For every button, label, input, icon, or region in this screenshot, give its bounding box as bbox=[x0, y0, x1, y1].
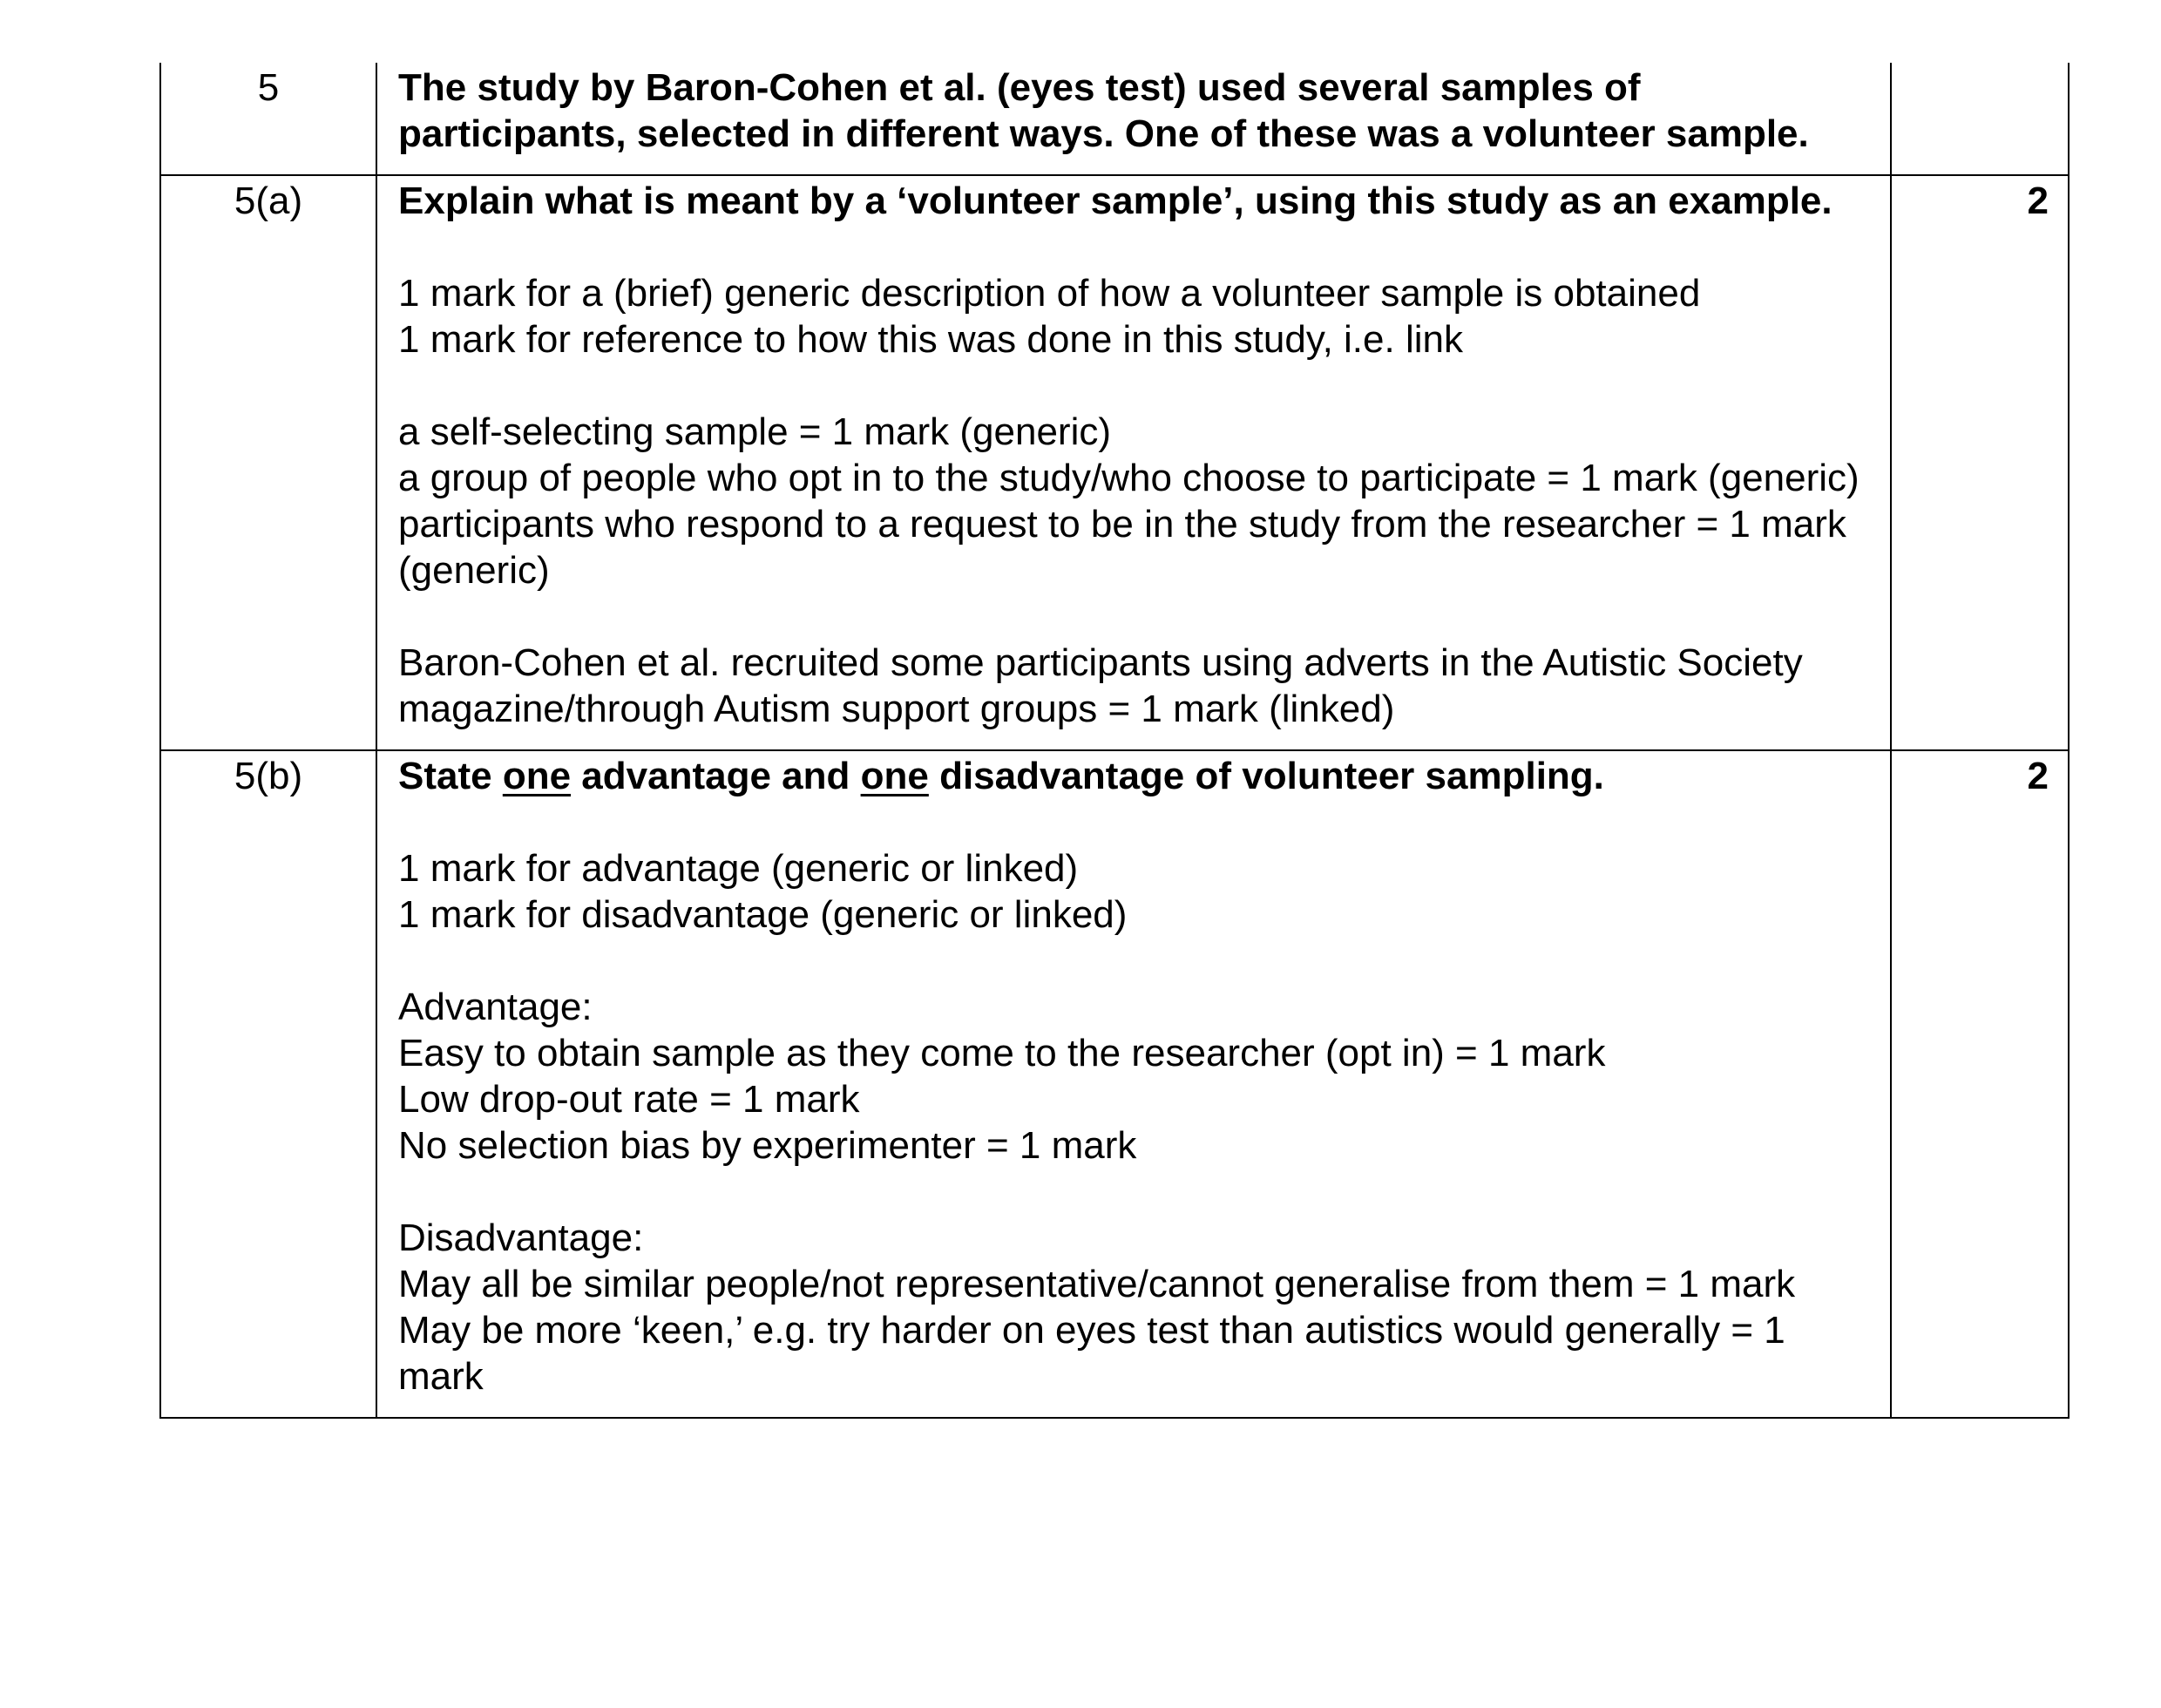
answer-cell bbox=[376, 750, 1891, 1418]
question-text bbox=[398, 753, 1871, 799]
guidance-line: 1 mark for disadvantage (generic or linked) bbox=[398, 893, 1128, 936]
answer-line: a group of people who opt in to the study/who choose to participate = 1 mark (generic) bbox=[398, 457, 1860, 499]
question-number: 5(a) bbox=[160, 175, 376, 750]
mark-scheme-table bbox=[159, 63, 2070, 1419]
guidance-line: 1 mark for a (brief) generic description of how a volunteer sample is obtained bbox=[398, 272, 1701, 315]
table-row bbox=[160, 63, 2069, 175]
section-heading: Disadvantage: bbox=[398, 1217, 644, 1259]
answer-line: a self-selecting sample = 1 mark (generic) bbox=[398, 410, 1111, 453]
answer-line: Low drop-out rate = 1 mark bbox=[398, 1078, 860, 1121]
table-row bbox=[160, 175, 2069, 750]
answer-line: May be more ‘keen,’ e.g. try harder on eyes test than autistics would generally = 1 mark bbox=[398, 1309, 1785, 1398]
emphasis-underline: one bbox=[502, 755, 572, 797]
marks-cell: 2 bbox=[1891, 175, 2069, 750]
guidance-line: 1 mark for advantage (generic or linked) bbox=[398, 847, 1079, 890]
generic-answers bbox=[398, 409, 1871, 593]
answer-line: Baron-Cohen et al. recruited some participants using adverts in the Autistic Society magazine/through Autism support groups = 1 mark (linked) bbox=[398, 641, 1803, 730]
marking-guidance bbox=[398, 845, 1871, 938]
answer-line: May all be similar people/not representative/cannot generalise from them = 1 mark bbox=[398, 1263, 1796, 1305]
question-text-part: disadvantage of volunteer sampling. bbox=[928, 755, 1604, 797]
question-number: 5(b) bbox=[160, 750, 376, 1418]
section-heading: Advantage: bbox=[398, 986, 593, 1028]
question-text-part: advantage and bbox=[571, 755, 861, 797]
linked-answer bbox=[398, 640, 1871, 732]
marking-guidance bbox=[398, 270, 1871, 363]
guidance-line: 1 mark for reference to how this was done in this study, i.e. link bbox=[398, 318, 1463, 361]
advantages-section bbox=[398, 984, 1871, 1169]
table-row bbox=[160, 750, 2069, 1418]
answer-cell bbox=[376, 63, 1891, 175]
answer-line: No selection bias by experimenter = 1 mark bbox=[398, 1124, 1137, 1167]
marks-cell bbox=[1891, 63, 2069, 175]
question-number: 5 bbox=[160, 63, 376, 175]
question-text: Explain what is meant by a ‘volunteer sample’, using this study as an example. bbox=[398, 180, 1832, 222]
question-text-part: State bbox=[398, 755, 503, 797]
disadvantages-section bbox=[398, 1215, 1871, 1400]
answer-line: Easy to obtain sample as they come to the researcher (opt in) = 1 mark bbox=[398, 1032, 1606, 1074]
marks-cell: 2 bbox=[1891, 750, 2069, 1418]
answer-line: participants who respond to a request to be in the study from the researcher = 1 mark (generic) bbox=[398, 503, 1846, 592]
answer-cell bbox=[376, 175, 1891, 750]
emphasis-underline: one bbox=[860, 755, 929, 797]
question-text: The study by Baron-Cohen et al. (eyes test) used several samples of participants, selected in different ways. One of these was a volunteer sample. bbox=[398, 66, 1809, 155]
